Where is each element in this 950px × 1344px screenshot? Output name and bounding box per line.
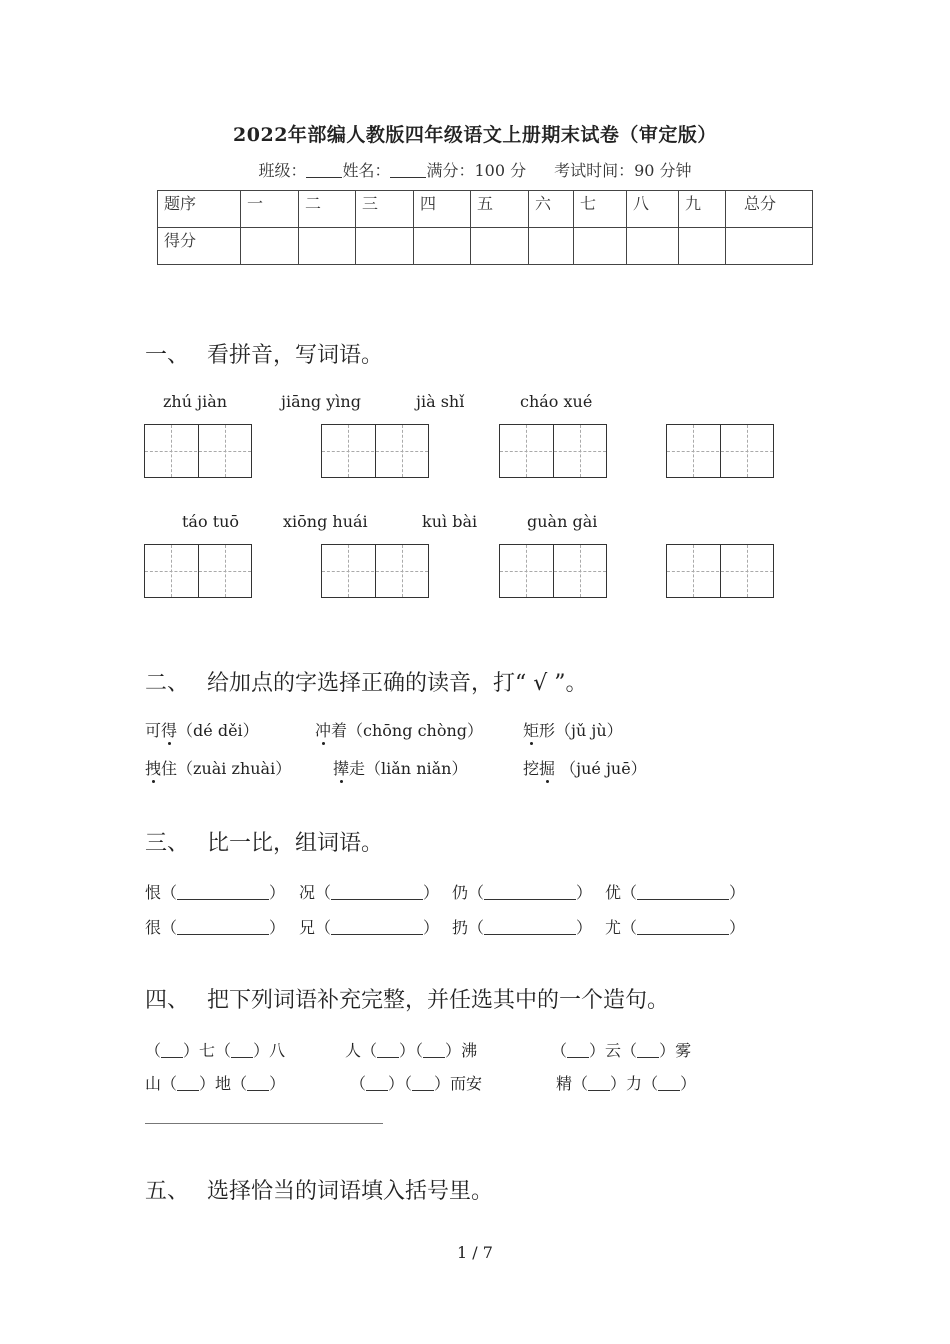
idiom-item[interactable]: 山（ ）地（ ） bbox=[145, 1074, 286, 1093]
pinyin: xiōng huái bbox=[283, 512, 368, 531]
idiom-item[interactable]: （ ）七（ ）八 bbox=[145, 1041, 286, 1060]
writing-grid[interactable] bbox=[321, 424, 429, 478]
pinyin: táo tuō bbox=[182, 512, 240, 531]
pinyin: jià shǐ bbox=[416, 392, 465, 411]
exam-info bbox=[0, 158, 950, 181]
reading-item[interactable]: 矩形（jǔ jù） bbox=[523, 721, 623, 740]
table-cell: 一 bbox=[241, 191, 299, 228]
exam-time: 考试时间：90 分钟 bbox=[554, 161, 692, 180]
table-cell: 总分 bbox=[726, 191, 813, 228]
compare-item[interactable]: 尤（ ） bbox=[605, 918, 746, 937]
reading-item[interactable]: 拽住（zuài zhuài） bbox=[145, 759, 292, 778]
pinyin: jiāng yìng bbox=[281, 392, 361, 411]
section-2-heading: 二、 给加点的字选择正确的读音，打“ √ ”。 bbox=[145, 671, 588, 696]
score-cell[interactable] bbox=[241, 228, 299, 265]
compare-item[interactable]: 恨（ ） bbox=[145, 883, 286, 902]
writing-grid[interactable] bbox=[666, 544, 774, 598]
score-cell[interactable] bbox=[627, 228, 679, 265]
table-cell: 二 bbox=[299, 191, 356, 228]
pinyin: kuì bài bbox=[422, 512, 478, 531]
page-title: 2022年部编人教版四年级语文上册期末试卷（审定版） bbox=[233, 124, 717, 146]
table-cell: 三 bbox=[356, 191, 414, 228]
score-cell[interactable] bbox=[414, 228, 471, 265]
compare-item[interactable]: 很（ ） bbox=[145, 918, 286, 937]
page-number: 1 / 7 bbox=[457, 1243, 493, 1262]
writing-grid[interactable] bbox=[499, 424, 607, 478]
score-cell[interactable] bbox=[471, 228, 529, 265]
idiom-item[interactable]: （ ）云（ ）雾 bbox=[551, 1041, 692, 1060]
compare-item[interactable]: 仍（ ） bbox=[452, 883, 593, 902]
table-cell: 四 bbox=[414, 191, 471, 228]
score-cell[interactable] bbox=[726, 228, 813, 265]
writing-grid[interactable] bbox=[144, 424, 252, 478]
reading-item[interactable]: 撵走（liǎn niǎn） bbox=[333, 759, 468, 778]
writing-grid[interactable] bbox=[666, 424, 774, 478]
score-cell[interactable] bbox=[574, 228, 627, 265]
compare-item[interactable]: 况（ ） bbox=[299, 883, 440, 902]
section-3-heading: 三、 比一比，组词语。 bbox=[145, 831, 384, 856]
score-cell[interactable] bbox=[679, 228, 726, 265]
section-5-heading: 五、 选择恰当的词语填入括号里。 bbox=[145, 1179, 494, 1204]
class-label: 班级： bbox=[258, 161, 307, 180]
table-cell: 七 bbox=[574, 191, 627, 228]
score-cell[interactable] bbox=[356, 228, 414, 265]
sentence-answer-line[interactable] bbox=[145, 1123, 383, 1124]
writing-grid[interactable] bbox=[144, 544, 252, 598]
score-cell[interactable] bbox=[529, 228, 574, 265]
compare-item[interactable]: 扔（ ） bbox=[452, 918, 593, 937]
section-4-heading: 四、 把下列词语补充完整，并任选其中的一个造句。 bbox=[145, 988, 670, 1013]
name-label: 姓名： bbox=[342, 161, 391, 180]
idiom-item[interactable]: 人（ ）（ ）沸 bbox=[345, 1041, 478, 1060]
writing-grid[interactable] bbox=[321, 544, 429, 598]
table-cell: 题序 bbox=[158, 191, 241, 228]
pinyin: guàn gài bbox=[527, 512, 598, 531]
table-cell: 得分 bbox=[158, 228, 241, 265]
reading-item[interactable]: 冲着（chōng chòng） bbox=[315, 721, 484, 740]
table-cell: 九 bbox=[679, 191, 726, 228]
section-1-heading: 一、 看拼音，写词语。 bbox=[145, 343, 384, 368]
compare-item[interactable]: 优（ ） bbox=[605, 883, 746, 902]
score-table-header-row bbox=[158, 191, 813, 228]
pinyin: cháo xué bbox=[520, 392, 593, 411]
idiom-item[interactable]: 精（ ）力（ ） bbox=[556, 1074, 697, 1093]
compare-item[interactable]: 兄（ ） bbox=[299, 918, 440, 937]
score-table bbox=[157, 190, 813, 265]
table-cell: 六 bbox=[529, 191, 574, 228]
full-score: 满分：100 分 bbox=[426, 161, 527, 180]
reading-item[interactable]: 挖掘 （jué juē） bbox=[523, 759, 647, 778]
writing-grid[interactable] bbox=[499, 544, 607, 598]
score-cell[interactable] bbox=[299, 228, 356, 265]
table-cell: 八 bbox=[627, 191, 679, 228]
class-blank[interactable] bbox=[306, 163, 342, 178]
name-blank[interactable] bbox=[390, 163, 426, 178]
idiom-item[interactable]: （ ）（ ）而安 bbox=[350, 1074, 483, 1093]
table-cell: 五 bbox=[471, 191, 529, 228]
score-table-score-row bbox=[158, 228, 813, 265]
reading-item[interactable]: 可得（dé děi） bbox=[145, 721, 259, 740]
pinyin: zhú jiàn bbox=[163, 392, 228, 411]
